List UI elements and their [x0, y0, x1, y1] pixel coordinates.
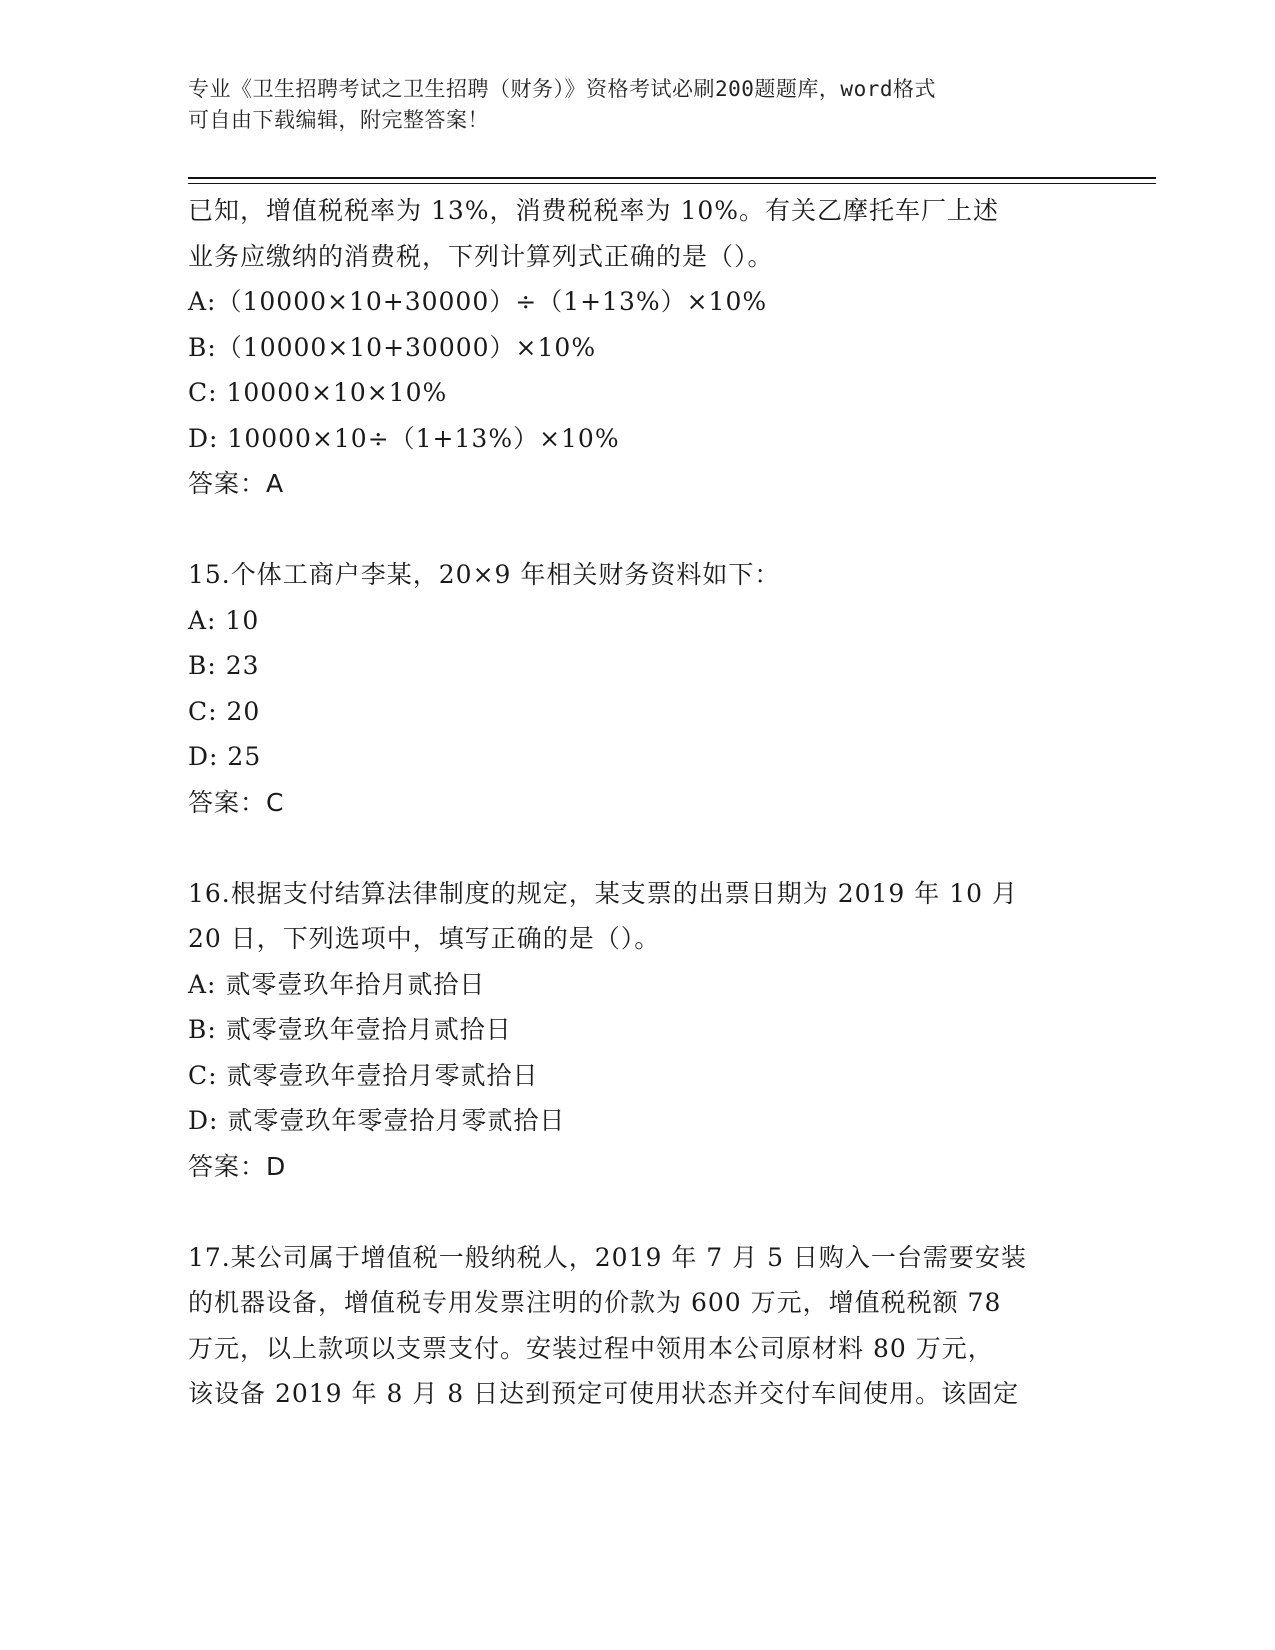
question-stem: 业务应缴纳的消费税，下列计算列式正确的是（）。 — [188, 241, 774, 271]
option-d: D: 贰零壹玖年零壹拾月零贰拾日 — [188, 1106, 566, 1135]
question-17 — [188, 1235, 1088, 1417]
answer: 答案：A — [188, 469, 285, 498]
question-stem: 已知，增值税税率为 13%，消费税税率为 10%。有关乙摩托车厂上述 — [188, 196, 1000, 225]
option-c: C: 贰零壹玖年壹拾月零贰拾日 — [188, 1060, 539, 1090]
option-b: B:（10000×10+30000）×10% — [188, 332, 597, 362]
spacer — [188, 1189, 1088, 1235]
spacer — [188, 507, 1088, 553]
question-stem: 该设备 2019 年 8 月 8 日达到预定可使用状态并交付车间使用。该固定 — [188, 1379, 1020, 1408]
question-stem: 的机器设备，增值税专用发票注明的价款为 600 万元，增值税税额 78 — [188, 1288, 1002, 1317]
answer: 答案：C — [188, 787, 285, 817]
question-content — [188, 188, 1088, 1417]
option-b: B: 贰零壹玖年壹拾月贰拾日 — [188, 1015, 512, 1044]
question-15 — [188, 552, 1088, 825]
answer: 答案：D — [188, 1151, 287, 1181]
question-stem: 万元，以上款项以支票支付。安装过程中领用本公司原材料 80 万元， — [188, 1333, 994, 1363]
header-line-1: 专业《卫生招聘考试之卫生招聘（财务）》资格考试必刷200题题库，word格式 — [188, 77, 936, 101]
header-divider-thick — [188, 177, 1156, 179]
option-a: A:（10000×10+30000）÷（1+13%）×10% — [188, 287, 768, 316]
question-stem: 17.某公司属于增值税一般纳税人，2019 年 7 月 5 日购入一台需要安装 — [188, 1242, 1027, 1272]
option-b: B: 23 — [188, 651, 260, 680]
option-a: A: 贰零壹玖年拾月贰拾日 — [188, 969, 486, 999]
option-c: C: 10000×10×10% — [188, 378, 448, 407]
option-d: D: 10000×10÷（1+13%）×10% — [188, 423, 620, 453]
spacer — [188, 825, 1088, 871]
header-divider-thin — [188, 183, 1156, 184]
question-stem: 20 日，下列选项中，填写正确的是（）。 — [188, 924, 661, 953]
option-a: A: 10 — [188, 605, 260, 635]
option-d: D: 25 — [188, 742, 262, 771]
document-header — [188, 74, 1088, 136]
question-14 — [188, 188, 1088, 507]
question-stem: 16.根据支付结算法律制度的规定，某支票的出票日期为 2019 年 10 月 — [188, 878, 1018, 908]
header-line-2: 可自由下载编辑，附完整答案！ — [188, 108, 489, 132]
question-16 — [188, 871, 1088, 1190]
question-stem: 15.个体工商户李某，20×9 年相关财务资料如下： — [188, 560, 781, 589]
option-c: C: 20 — [188, 696, 261, 726]
